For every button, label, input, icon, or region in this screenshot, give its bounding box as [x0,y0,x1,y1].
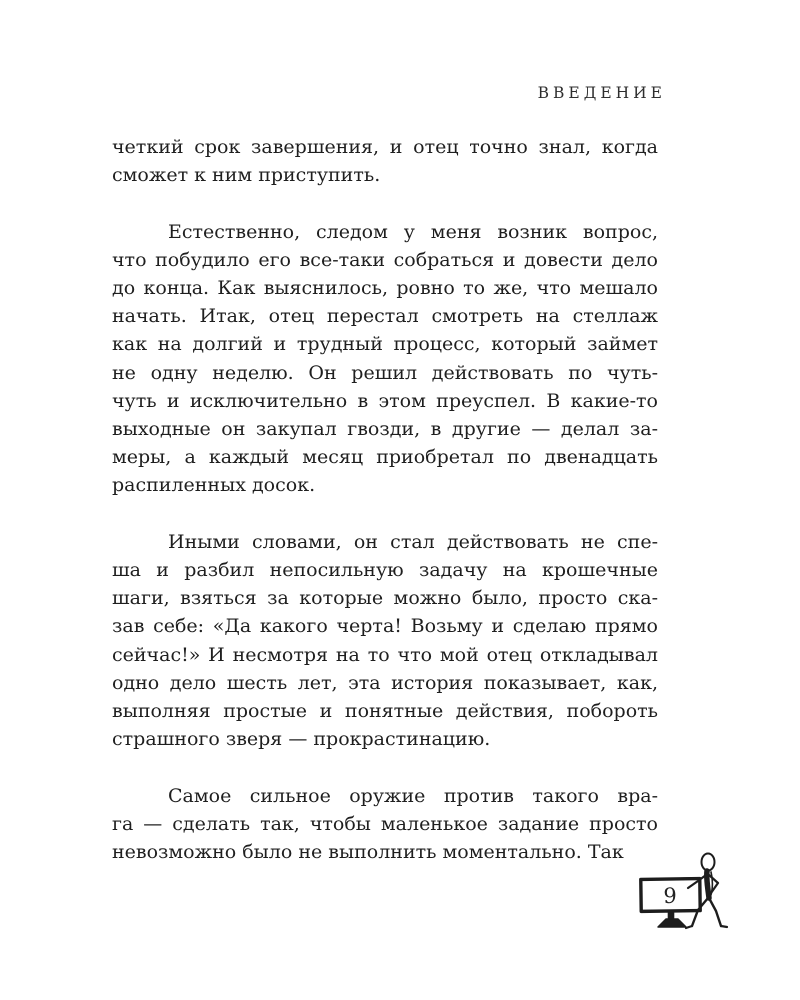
text-line: Самое сильное оружие против такого вра- [168,784,658,807]
text-line: шаги, взяться за которые можно было, просто ска- [112,587,658,610]
text-line: не одну неделю. Он решил действовать по чуть- [112,361,658,384]
paragraph [112,218,658,500]
text-line: зав себе: «Да какого черта! Возьму и сделаю прямо [112,615,658,638]
text-line: чуть и исключительно в этом преуспел. В какие-то [112,389,658,412]
text-line: га — сделать так, чтобы маленькое задание просто [112,812,658,835]
text-line: до конца. Как выяснилось, ровно то же, что мешало [112,277,658,299]
text-line: выходные он закупал гвозди, в другие — делал за- [112,418,658,441]
body-text [112,133,658,866]
paragraph [112,528,658,754]
text-line: начать. Итак, отец перестал смотреть на стеллаж [112,305,658,328]
paragraph [112,133,658,189]
paragraph [112,782,658,867]
text-line: четкий срок завершения, и отец точно знал, когда [112,136,658,158]
stick-figure-with-monitor-icon [628,848,758,963]
text-line: распиленных досок. [112,474,316,497]
text-line: сможет к ним приступить. [112,164,381,187]
text-line: меры, а каждый месяц приобретал по двенадцать [112,446,658,469]
text-line: выполняя простые и понятные действия, побороть [112,700,658,723]
text-line: Естественно, следом у меня возник вопрос, [168,220,658,243]
text-line: ша и разбил непосильную задачу на крошечные [112,559,658,582]
text-line: как на долгий и трудный процесс, который займет [112,333,658,356]
text-line: страшного зверя — прокрастинацию. [112,728,491,751]
text-line: невозможно было не выполнить моментально. Так [112,841,624,864]
text-line: сейчас!» И несмотря на то что мой отец откладывал [112,643,658,666]
page-number: 9 [663,884,677,908]
page-number-illustration [628,848,758,963]
text-line: что побудило его все-таки собраться и довести дело [112,248,658,271]
running-head: ВВЕДЕНИЕ [537,84,666,102]
text-line: одно дело шесть лет, эта история показывает, как, [112,671,658,694]
text-line: Иными словами, он стал действовать не спе- [168,530,658,553]
